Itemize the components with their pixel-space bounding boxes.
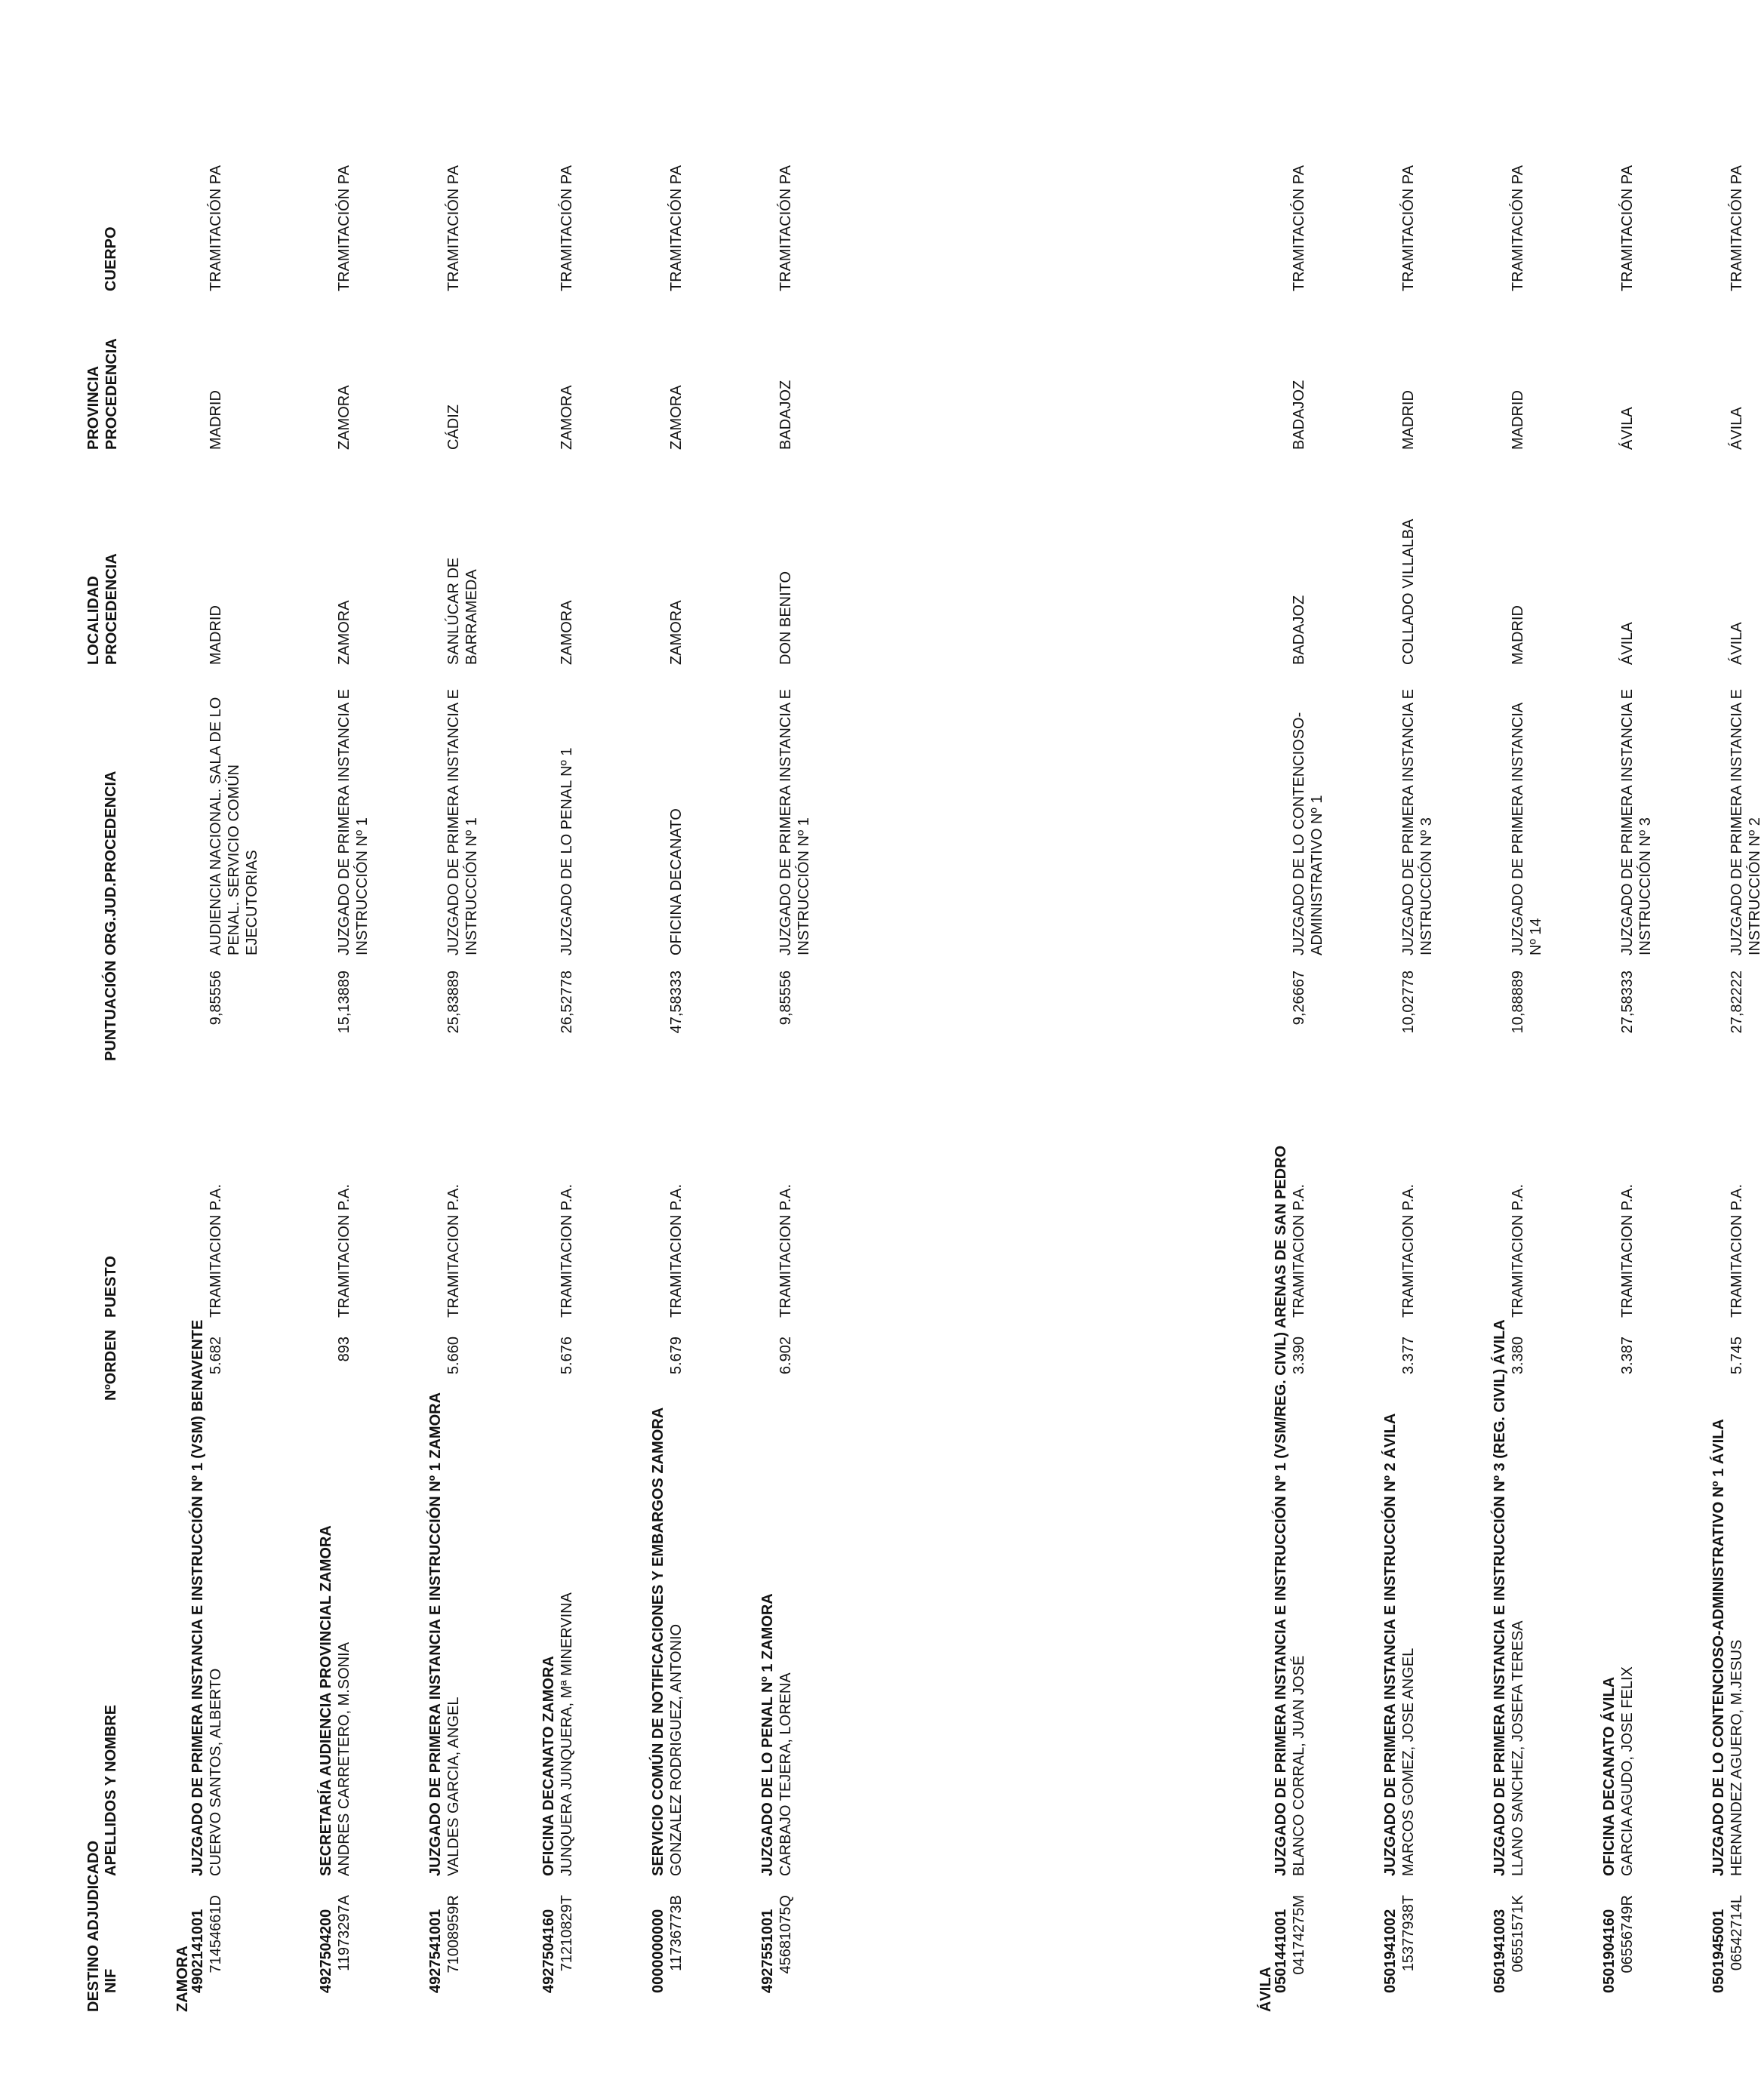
nif-value: 06551571K <box>1510 1895 1526 1973</box>
order-number: 3.387 <box>1619 1337 1636 1375</box>
destination-name: OFICINA DECANATO ZAMORA <box>540 1656 557 1876</box>
score-value: 9,85556 <box>208 971 224 1026</box>
cuerpo-value: TRAMITACIÓN PA <box>445 165 462 291</box>
org-procedencia: JUZGADO DE PRIMERA INSTANCIA E INSTRUCCIÓN Nº 3 <box>1619 688 1654 955</box>
destination-name: JUZGADO DE PRIMERA INSTANCIA E INSTRUCCIÓN Nº 3 (REG. CIVIL) ÁVILA <box>1492 1319 1508 1876</box>
destination-name: JUZGADO DE PRIMERA INSTANCIA E INSTRUCCIÓN Nº 1 (VSM) BENAVENTE <box>189 1319 206 1876</box>
order-number: 3.390 <box>1291 1337 1307 1375</box>
order-number: 5.679 <box>668 1337 685 1375</box>
destination-code: 4902141001 <box>189 1909 206 1993</box>
header-apellidos: APELLIDOS Y NOMBRE <box>103 1704 119 1876</box>
order-number: 5.660 <box>445 1337 462 1375</box>
person-name: LLANO SANCHEZ, JOSEFA TERESA <box>1510 1620 1526 1876</box>
province-heading: ZAMORA <box>174 1946 191 2012</box>
localidad-procedencia: DON BENITO <box>777 571 794 665</box>
cuerpo-value: TRAMITACIÓN PA <box>1619 165 1636 291</box>
provincia-procedencia: MADRID <box>1400 390 1417 450</box>
org-procedencia: JUZGADO DE PRIMERA INSTANCIA E INSTRUCCIÓN Nº 1 <box>777 688 812 955</box>
provincia-procedencia: CÁDIZ <box>445 405 462 450</box>
province-heading: ÁVILA <box>1258 1967 1274 2012</box>
order-number: 5.745 <box>1729 1337 1745 1375</box>
header-destino: DESTINO ADJUDICADO <box>85 1840 102 2012</box>
localidad-procedencia: COLLADO VILLALBA <box>1400 518 1417 665</box>
localidad-procedencia: SANLÚCAR DE BARRAMEDA <box>445 557 480 665</box>
order-number: 3.380 <box>1510 1337 1526 1375</box>
org-procedencia: JUZGADO DE PRIMERA INSTANCIA E INSTRUCCIÓN Nº 1 <box>336 688 371 955</box>
person-name: GARCIA AGUDO, JOSE FELIX <box>1619 1666 1636 1876</box>
cuerpo-value: TRAMITACIÓN PA <box>1291 165 1307 291</box>
cuerpo-value: TRAMITACIÓN PA <box>559 165 575 291</box>
org-procedencia: JUZGADO DE PRIMERA INSTANCIA E INSTRUCCIÓN Nº 2 <box>1729 688 1763 955</box>
score-value: 27,82222 <box>1729 971 1745 1034</box>
localidad-procedencia: ZAMORA <box>668 600 685 665</box>
header-nif: NIF <box>103 1968 119 1993</box>
org-procedencia: OFICINA DECANATO <box>668 808 685 955</box>
localidad-procedencia: ZAMORA <box>336 600 352 665</box>
destination-name: OFICINA DECANATO ÁVILA <box>1601 1676 1618 1876</box>
destination-name: JUZGADO DE LO PENAL Nº 1 ZAMORA <box>759 1593 776 1876</box>
localidad-procedencia: ÁVILA <box>1619 622 1636 665</box>
provincia-procedencia: ZAMORA <box>668 385 685 450</box>
provincia-procedencia: ÁVILA <box>1619 407 1636 450</box>
header-puntuacion: PUNTUACIÓN <box>103 960 119 1061</box>
header-org: ORG.JUD.PROCEDENCIA <box>103 771 119 955</box>
destination-name: JUZGADO DE PRIMERA INSTANCIA E INSTRUCCIÓN Nº 2 ÁVILA <box>1382 1413 1399 1876</box>
score-value: 27,58333 <box>1619 971 1636 1034</box>
org-procedencia: JUZGADO DE PRIMERA INSTANCIA Nº 14 <box>1510 703 1544 955</box>
cuerpo-value: TRAMITACIÓN PA <box>1729 165 1745 291</box>
destination-name: JUZGADO DE LO CONTENCIOSO-ADMINISTRATIVO Nº 1 ÁVILA <box>1710 1419 1727 1876</box>
puesto-value: TRAMITACION P.A. <box>559 1183 575 1318</box>
cuerpo-value: TRAMITACIÓN PA <box>1400 165 1417 291</box>
person-name: CARBAJO TEJERA, LORENA <box>777 1672 794 1876</box>
nif-value: 11973297A <box>336 1895 352 1971</box>
cuerpo-value: TRAMITACIÓN PA <box>777 165 794 291</box>
provincia-procedencia: ÁVILA <box>1729 407 1745 450</box>
nif-value: 45681075Q <box>777 1895 794 1974</box>
localidad-procedencia: ZAMORA <box>559 600 575 665</box>
person-name: HERNANDEZ AGUERO, M.JESUS <box>1729 1639 1745 1876</box>
destination-code: 0501945001 <box>1710 1909 1727 1993</box>
person-name: JUNQUERA JUNQUERA, Mª MINERVINA <box>559 1592 575 1876</box>
score-value: 9,85556 <box>777 971 794 1026</box>
order-number: 5.676 <box>559 1337 575 1375</box>
cuerpo-value: TRAMITACIÓN PA <box>336 165 352 291</box>
score-value: 10,88889 <box>1510 971 1526 1034</box>
destination-code: 0501941002 <box>1382 1909 1399 1993</box>
org-procedencia: JUZGADO DE LO PENAL Nº 1 <box>559 747 575 955</box>
order-number: 3.377 <box>1400 1337 1417 1375</box>
localidad-procedencia: MADRID <box>208 605 224 665</box>
destination-code: 4927541001 <box>427 1909 444 1993</box>
nif-value: 15377938T <box>1400 1895 1417 1972</box>
score-value: 9,26667 <box>1291 971 1307 1026</box>
person-name: BLANCO CORRAL, JUAN JOSÉ <box>1291 1655 1307 1876</box>
destination-code: 0000000000 <box>650 1909 667 1993</box>
person-name: CUERVO SANTOS, ALBERTO <box>208 1668 224 1876</box>
score-value: 47,58333 <box>668 971 685 1034</box>
order-number: 6.902 <box>777 1337 794 1375</box>
puesto-value: TRAMITACION P.A. <box>668 1183 685 1318</box>
destination-code: 4927504160 <box>540 1909 557 1993</box>
provincia-procedencia: ZAMORA <box>336 385 352 450</box>
localidad-procedencia: ÁVILA <box>1729 622 1745 665</box>
localidad-procedencia: BADAJOZ <box>1291 595 1307 665</box>
destination-name: JUZGADO DE PRIMERA INSTANCIA E INSTRUCCIÓN Nº 1 ZAMORA <box>427 1392 444 1876</box>
provincia-procedencia: MADRID <box>1510 390 1526 450</box>
provincia-procedencia: MADRID <box>208 390 224 450</box>
person-name: MARCOS GOMEZ, JOSE ANGEL <box>1400 1647 1417 1876</box>
puesto-value: TRAMITACION P.A. <box>1510 1183 1526 1318</box>
cuerpo-value: TRAMITACIÓN PA <box>1510 165 1526 291</box>
person-name: ANDRES CARRETERO, M.SONIA <box>336 1641 352 1876</box>
destination-code: 4927551001 <box>759 1909 776 1993</box>
provincia-procedencia: BADAJOZ <box>777 380 794 450</box>
score-value: 25,83889 <box>445 971 462 1034</box>
org-procedencia: AUDIENCIA NACIONAL. SALA DE LO PENAL. SERVICIO COMÚN EJECUTORIAS <box>208 697 260 955</box>
header-cuerpo: CUERPO <box>103 226 119 291</box>
org-procedencia: JUZGADO DE PRIMERA INSTANCIA E INSTRUCCIÓN Nº 3 <box>1400 688 1435 955</box>
destination-name: SECRETARÍA AUDIENCIA PROVINCIAL ZAMORA <box>318 1525 334 1876</box>
person-name: GONZALEZ RODRIGUEZ, ANTONIO <box>668 1623 685 1876</box>
puesto-value: TRAMITACION P.A. <box>1400 1183 1417 1318</box>
nif-value: 71008959R <box>445 1895 462 1973</box>
header-puesto: PUESTO <box>103 1256 119 1318</box>
destination-name: SERVICIO COMÚN DE NOTIFICACIONES Y EMBARGOS ZAMORA <box>650 1407 667 1876</box>
destination-code: 0501441001 <box>1273 1909 1289 1993</box>
score-value: 10,02778 <box>1400 971 1417 1034</box>
cuerpo-value: TRAMITACIÓN PA <box>668 165 685 291</box>
score-value: 26,52778 <box>559 971 575 1034</box>
cuerpo-value: TRAMITACIÓN PA <box>208 165 224 291</box>
puesto-value: TRAMITACION P.A. <box>445 1183 462 1318</box>
nif-value: 06556749R <box>1619 1895 1636 1973</box>
provincia-procedencia: ZAMORA <box>559 385 575 450</box>
person-name: VALDES GARCIA, ANGEL <box>445 1697 462 1876</box>
puesto-value: TRAMITACION P.A. <box>208 1183 224 1318</box>
header-localidad: LOCALIDAD PROCEDENCIA <box>85 553 120 665</box>
nif-value: 06542714L <box>1729 1895 1745 1971</box>
destination-code: 0501904160 <box>1601 1909 1618 1993</box>
order-number: 5.682 <box>208 1337 224 1375</box>
header-provincia: PROVINCIA PROCEDENCIA <box>85 338 120 450</box>
nif-value: 11736773B <box>668 1895 685 1971</box>
nif-value: 04174275M <box>1291 1895 1307 1975</box>
header-norden: NºORDEN <box>103 1330 119 1401</box>
puesto-value: TRAMITACION P.A. <box>1291 1183 1307 1318</box>
puesto-value: TRAMITACION P.A. <box>1619 1183 1636 1318</box>
org-procedencia: JUZGADO DE LO CONTENCIOSO-ADMINISTRATIVO Nº 1 <box>1291 712 1325 955</box>
puesto-value: TRAMITACION P.A. <box>777 1183 794 1318</box>
nif-value: 71454661D <box>208 1895 224 1973</box>
nif-value: 71210829T <box>559 1895 575 1972</box>
puesto-value: TRAMITACION P.A. <box>1729 1183 1745 1318</box>
score-value: 15,13889 <box>336 971 352 1034</box>
provincia-procedencia: BADAJOZ <box>1291 380 1307 450</box>
org-procedencia: JUZGADO DE PRIMERA INSTANCIA E INSTRUCCIÓN Nº 1 <box>445 688 480 955</box>
destination-name: JUZGADO DE PRIMERA INSTANCIA E INSTRUCCIÓN Nº 1 (VSM/REG. CIVIL) ARENAS DE SAN PEDRO <box>1273 1145 1289 1876</box>
puesto-value: TRAMITACION P.A. <box>336 1183 352 1318</box>
destination-code: 0501941003 <box>1492 1909 1508 1993</box>
localidad-procedencia: MADRID <box>1510 605 1526 665</box>
destination-code: 4927504200 <box>318 1909 334 1993</box>
order-number: 893 <box>336 1337 352 1362</box>
